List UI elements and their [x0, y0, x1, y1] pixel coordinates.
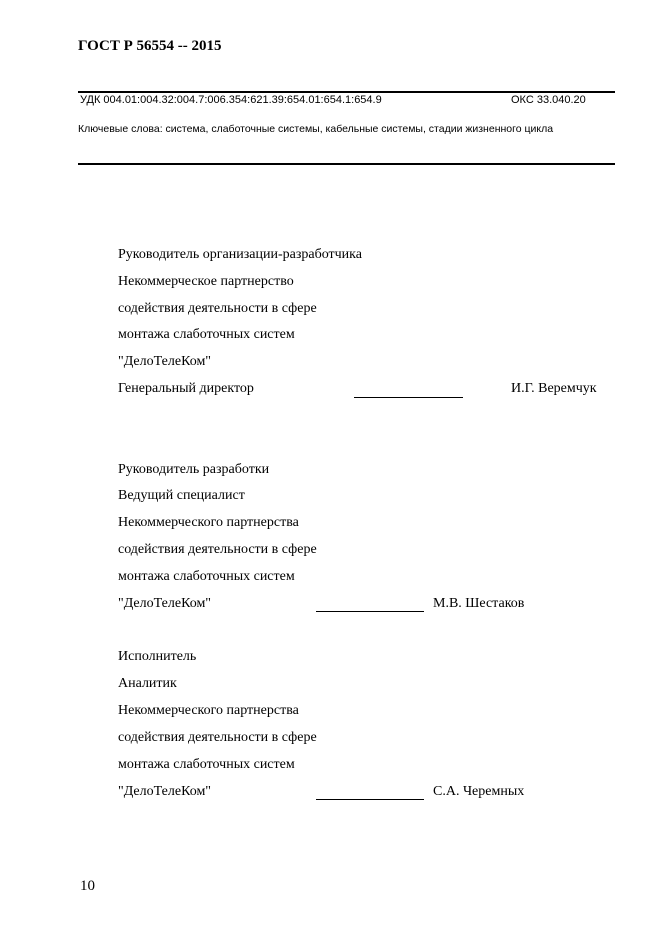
- signature-line: [354, 397, 463, 398]
- standard-title: ГОСТ Р 56554 -- 2015: [78, 38, 222, 54]
- block-line: Руководитель организации-разработчика: [118, 247, 362, 262]
- block-line: "ДелоТелеКом": [118, 596, 212, 611]
- signature-line: [316, 611, 424, 612]
- top-rule: [78, 91, 615, 93]
- keywords: Ключевые слова: система, слаботочные системы, кабельные системы, стадии жизненного цикла: [78, 123, 554, 135]
- block-line: Некоммерческого партнерства: [118, 515, 299, 530]
- page-number: 10: [80, 878, 95, 894]
- block-line: "ДелоТелеКом": [118, 354, 212, 369]
- block-line: Некоммерческого партнерства: [118, 703, 299, 718]
- block-line: содействия деятельности в сфере: [118, 301, 317, 316]
- oks-code: ОКС 33.040.20: [511, 94, 586, 106]
- block-line: Ведущий специалист: [118, 488, 245, 503]
- block-line: "ДелоТелеКом": [118, 784, 212, 799]
- udk-code: УДК 004.01:004.32:004.7:006.354:621.39:654.01:654.1:654.9: [80, 94, 382, 106]
- block-line: Исполнитель: [118, 649, 197, 664]
- block-line: Аналитик: [118, 676, 177, 691]
- signature-line: [316, 799, 424, 800]
- block-line: монтажа слаботочных систем: [118, 327, 295, 342]
- block-line: Генеральный директор: [118, 381, 254, 396]
- block-line: монтажа слаботочных систем: [118, 757, 295, 772]
- signatory-name: И.Г. Веремчук: [511, 381, 597, 396]
- signatory-name: С.А. Черемных: [433, 784, 525, 799]
- bottom-rule: [78, 163, 615, 165]
- block-line: Руководитель разработки: [118, 462, 270, 477]
- block-line: содействия деятельности в сфере: [118, 542, 317, 557]
- block-line: содействия деятельности в сфере: [118, 730, 317, 745]
- block-line: монтажа слаботочных систем: [118, 569, 295, 584]
- block-line: Некоммерческое партнерство: [118, 274, 294, 289]
- signatory-name: М.В. Шестаков: [433, 596, 525, 611]
